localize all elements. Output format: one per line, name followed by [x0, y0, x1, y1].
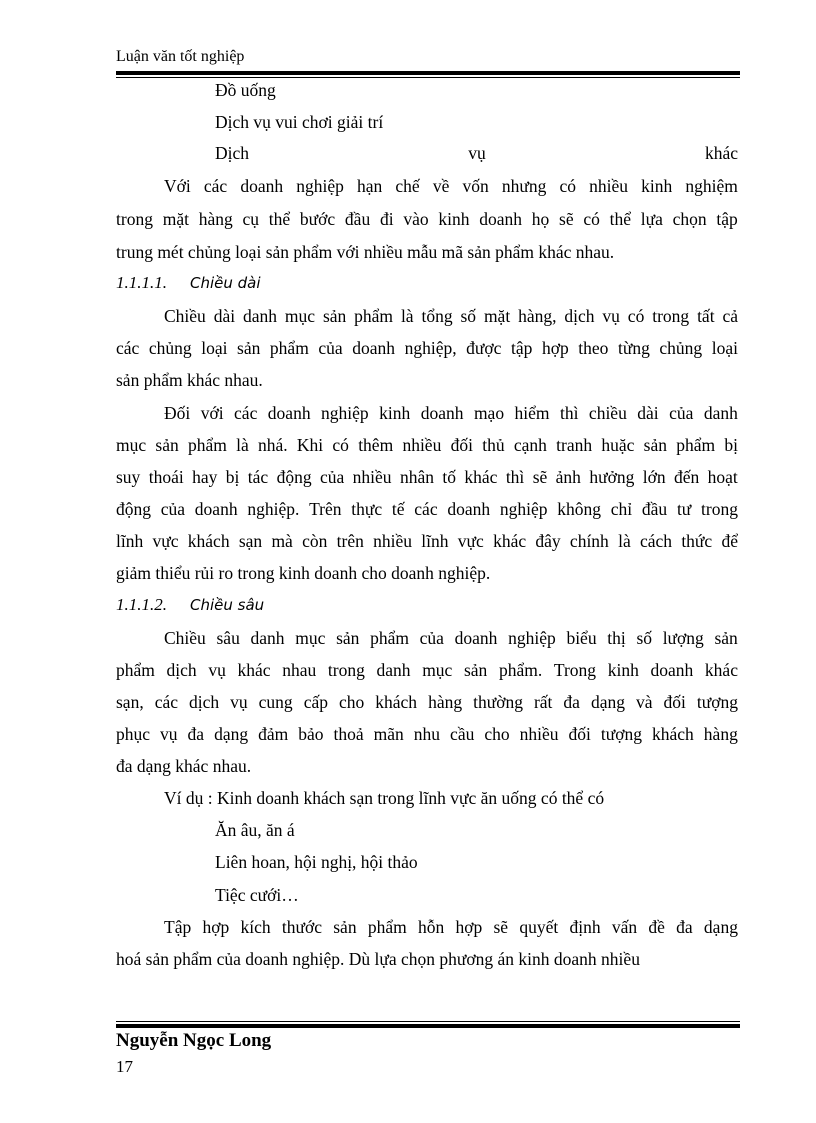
section-title: Chiều sâu	[190, 596, 265, 614]
header-rule-thin	[116, 77, 740, 78]
example-item: Ăn âu, ăn á	[215, 820, 295, 840]
paragraph-line: động của doanh nghiệp. Trên thực tế các doanh nghiệp không chỉ đầu tư trong	[116, 499, 738, 519]
spread-line	[215, 143, 738, 164]
paragraph-line: Chiều dài danh mục sản phẩm là tổng số mặt hàng, dịch vụ có trong tất cả	[164, 306, 738, 326]
header-rule-thick	[116, 71, 740, 75]
paragraph-line: Tập hợp kích thước sản phẩm hỗn hợp sẽ quyết định vấn đề đa dạng	[164, 917, 738, 937]
paragraph-line: Với các doanh nghiệp hạn chế về vốn nhưng có nhiều kinh nghiệm	[164, 176, 738, 196]
paragraph-line: trung mét chủng loại sản phẩm với nhiều mẫu mã sản phẩm khác nhau.	[116, 242, 615, 262]
footer-rule-thick	[116, 1024, 740, 1028]
spread-word: khác	[704, 143, 738, 163]
example-item: Liên hoan, hội nghị, hội thảo	[215, 852, 418, 872]
paragraph-line: hoá sản phẩm của doanh nghiệp. Dù lựa chọn phương án kinh doanh nhiều	[116, 949, 640, 969]
paragraph-line: các chủng loại sản phẩm của doanh nghiệp, được tập hợp theo từng chủng loại	[116, 338, 738, 358]
section-number: 1.1.1.2.	[116, 595, 167, 614]
example-intro: Ví dụ : Kinh doanh khách sạn trong lĩnh vực ăn uống có thể có	[164, 788, 605, 808]
paragraph-line: phục vụ đa dạng đảm bảo thoả mãn nhu cầu cho nhiều đối tượng khách hàng	[116, 724, 738, 744]
footer-rule-thin	[116, 1021, 740, 1022]
paragraph-line: phẩm dịch vụ khác nhau trong danh mục sản phẩm. Trong kinh doanh khác	[116, 660, 738, 680]
paragraph-line: mục sản phẩm là nhá. Khi có thêm nhiều đối thủ cạnh tranh huặc sản phẩm bị	[116, 435, 738, 455]
example-item: Tiệc cưới…	[215, 885, 299, 905]
list-item: Đồ uống	[215, 80, 276, 100]
paragraph-line: sản phẩm khác nhau.	[116, 370, 263, 390]
spread-word: vụ	[468, 143, 486, 163]
paragraph-line: lĩnh vực khách sạn mà còn trên nhiều lĩnh vực khác đây chính là cách thức để	[116, 531, 738, 551]
section-title: Chiều dài	[190, 274, 261, 292]
paragraph-line: sạn, các dịch vụ cung cấp cho khách hàng thường rất đa dạng và đối tượng	[116, 692, 738, 712]
section-number: 1.1.1.1.	[116, 273, 167, 292]
paragraph-line: đa dạng khác nhau.	[116, 756, 252, 776]
paragraph-line: giảm thiểu rủi ro trong kinh doanh cho doanh nghiệp.	[116, 563, 491, 583]
paragraph-line: suy thoái hay bị tác động của nhiều nhân tố khác thì sẽ ảnh hưởng lớn đến hoạt	[116, 467, 738, 487]
paragraph-line: Chiều sâu danh mục sản phẩm của doanh nghiệp biểu thị số lượng sản	[164, 628, 738, 648]
spread-word: Dịch	[215, 143, 250, 163]
section-heading	[116, 595, 264, 615]
footer-author: Nguyễn Ngọc Long	[116, 1030, 272, 1051]
header-title: Luận văn tốt nghiệp	[116, 48, 245, 65]
paragraph-line: Đối với các doanh nghiệp kinh doanh mạo hiểm thì chiều dài của danh	[164, 403, 738, 423]
section-heading	[116, 273, 261, 293]
paragraph-line: trong mặt hàng cụ thể bước đầu đi vào kinh doanh họ sẽ có thể lựa chọn tập	[116, 209, 738, 229]
list-item: Dịch vụ vui chơi giải trí	[215, 112, 384, 132]
page-number: 17	[116, 1057, 133, 1076]
